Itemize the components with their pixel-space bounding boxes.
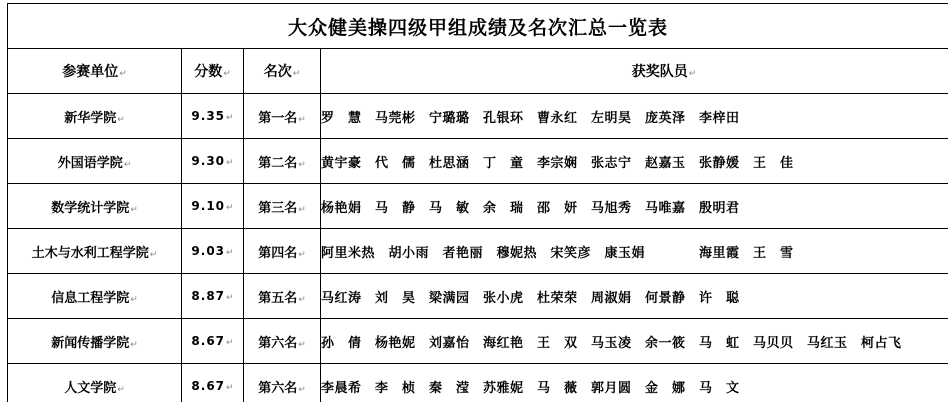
cell-members: 黄宇豪 代 儒 杜思涵 丁 童 李宗娴 张志宁 赵嘉玉 张静媛 王 佳 xyxy=(321,139,948,184)
cell-unit: 信息工程学院↵ xyxy=(8,274,182,319)
table-row xyxy=(8,364,948,402)
header-rank: 名次↵ xyxy=(244,49,321,94)
table-row xyxy=(8,274,948,319)
cell-rank: 第五名↵ xyxy=(244,274,321,319)
cell-rank: 第六名↵ xyxy=(244,319,321,364)
table-row xyxy=(8,229,948,274)
cell-score: 8.67↵ xyxy=(182,364,244,402)
header-unit: 参赛单位↵ xyxy=(8,49,182,94)
table-row xyxy=(8,94,948,139)
cell-members: 马红涛 刘 昊 梁满园 张小虎 杜荣荣 周淑娟 何景静 许 聪 xyxy=(321,274,948,319)
table-title: 大众健美操四级甲组成绩及名次汇总一览表 xyxy=(7,3,948,48)
table-row xyxy=(8,319,948,364)
cell-unit: 土木与水利工程学院↵ xyxy=(8,229,182,274)
table-row xyxy=(8,139,948,184)
cell-score: 9.35↵ xyxy=(182,94,244,139)
header-members: 获奖队员↵ xyxy=(321,49,948,94)
cell-unit: 新华学院↵ xyxy=(8,94,182,139)
cell-members: 孙 倩 杨艳妮 刘嘉怡 海红艳 王 双 马玉凌 余一筱 马 虹 马贝贝 马红玉 柯占飞 xyxy=(321,319,948,364)
header-score: 分数↵ xyxy=(182,49,244,94)
cell-unit: 人文学院↵ xyxy=(8,364,182,402)
cell-unit: 外国语学院↵ xyxy=(8,139,182,184)
header-row xyxy=(8,49,948,94)
cell-members: 李晨希 李 桢 秦 滢 苏雅妮 马 薇 郭月圆 金 娜 马 文 xyxy=(321,364,948,402)
cell-unit: 新闻传播学院↵ xyxy=(8,319,182,364)
cell-rank: 第六名↵ xyxy=(244,364,321,402)
cell-rank: 第四名↵ xyxy=(244,229,321,274)
cell-rank: 第二名↵ xyxy=(244,139,321,184)
cell-score: 8.87↵ xyxy=(182,274,244,319)
document-page xyxy=(7,3,948,402)
table-row xyxy=(8,184,948,229)
results-table xyxy=(7,48,948,402)
cell-score: 9.10↵ xyxy=(182,184,244,229)
cell-rank: 第三名↵ xyxy=(244,184,321,229)
cell-unit: 数学统计学院↵ xyxy=(8,184,182,229)
cell-members: 杨艳娟 马 静 马 敏 余 瑞 邵 妍 马旭秀 马唯嘉 殷明君 xyxy=(321,184,948,229)
cell-rank: 第一名↵ xyxy=(244,94,321,139)
cell-score: 9.03↵ xyxy=(182,229,244,274)
cell-score: 8.67↵ xyxy=(182,319,244,364)
cell-members: 罗 慧 马莞彬 宁璐璐 孔银环 曹永红 左明昊 庞英泽 李梓田 xyxy=(321,94,948,139)
cell-members: 阿里米热 胡小雨 者艳丽 穆妮热 宋笑彦 康玉娟 海里霞 王 雪 xyxy=(321,229,948,274)
cell-score: 9.30↵ xyxy=(182,139,244,184)
